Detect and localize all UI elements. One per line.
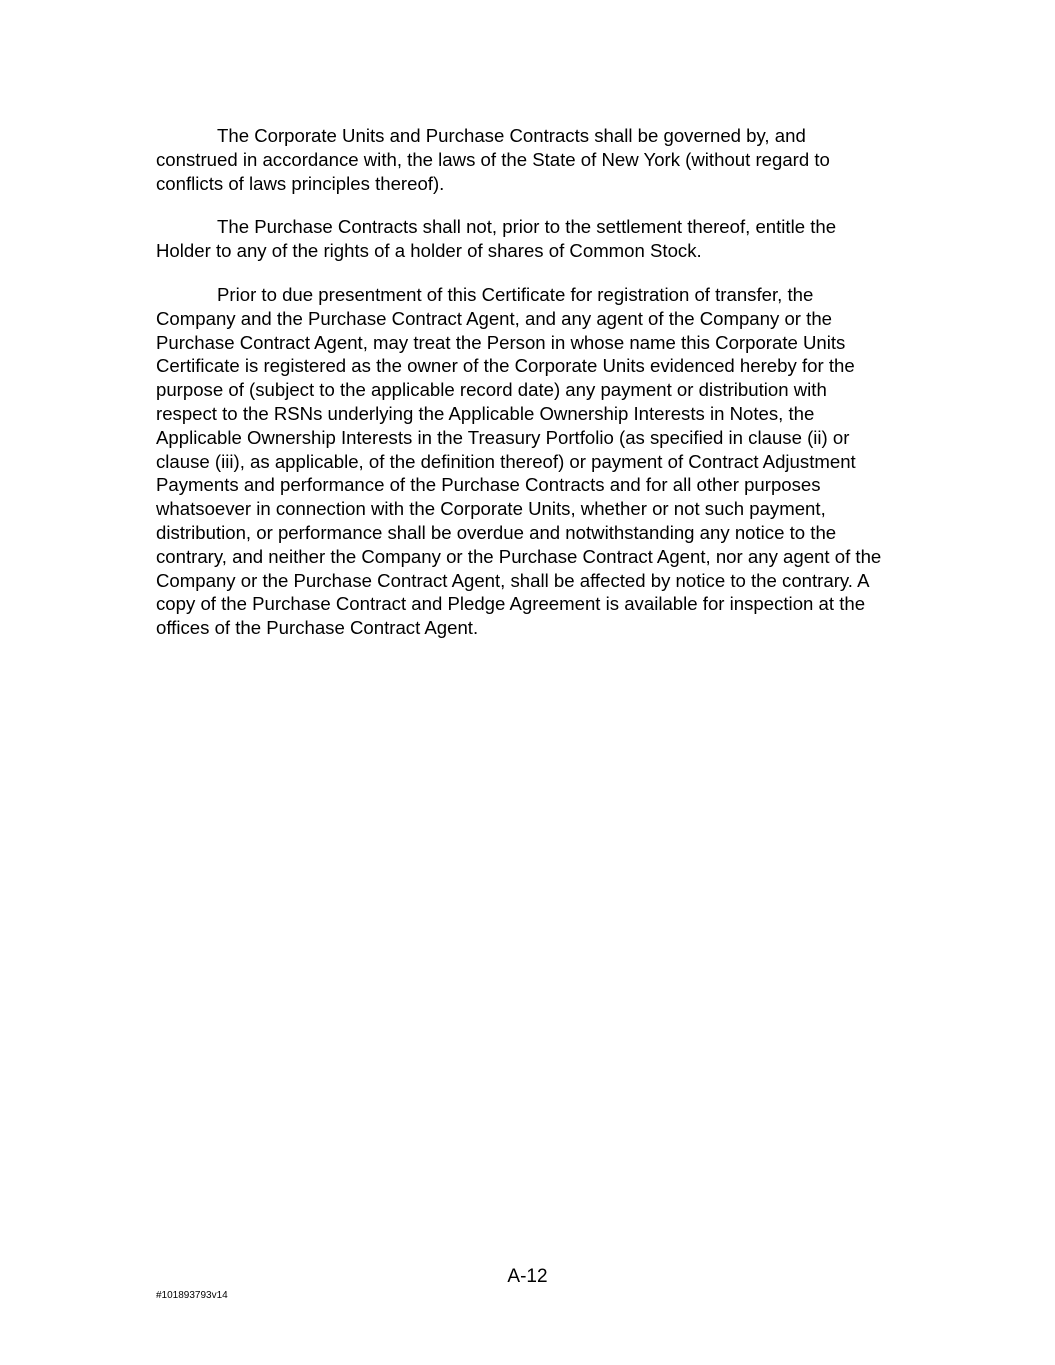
paragraph-registration-transfer: Prior to due presentment of this Certificate for registration of transfer, the Company and the Purchase Contract Agent, and any agent of the Company or the Purchase Contract Agent, may treat the Person in whose name this Corporate Units Certificate is registered as the owner of the Corporate Units evidenced hereby for the purpose of (subject to the applicable record date) any payment or distribution with respect to the RSNs underlying the Applicable Ownership Interests in Notes, the Applicable Ownership Interests in the Treasury Portfolio (as specified in clause (ii) or clause (iii), as applicable, of the definition thereof) or payment of Contract Adjustment Payments and performance of the Purchase Contracts and for all other purposes whatsoever in connection with the Corporate Units, whether or not such payment, distribution, or performance shall be overdue and notwithstanding any notice to the contrary, and neither the Company or the Purchase Contract Agent, nor any agent of the Company or the Purchase Contract Agent, shall be affected by notice to the contrary. A copy of the Purchase Contract and Pledge Agreement is available for inspection at the offices of the Purchase Contract Agent. (156, 283, 882, 639)
paragraph-governing-law: The Corporate Units and Purchase Contracts shall be governed by, and construed in accordance with, the laws of the State of New York (without regard to conflicts of laws principles thereof). (156, 125, 830, 194)
document-body (156, 124, 892, 660)
document-id: #101893793v14 (156, 1290, 228, 1301)
paragraph-holder-rights: The Purchase Contracts shall not, prior to the settlement thereof, entitle the Holder to any of the rights of a holder of shares of Common Stock. (156, 216, 837, 262)
page-number: A-12 (507, 1266, 548, 1287)
